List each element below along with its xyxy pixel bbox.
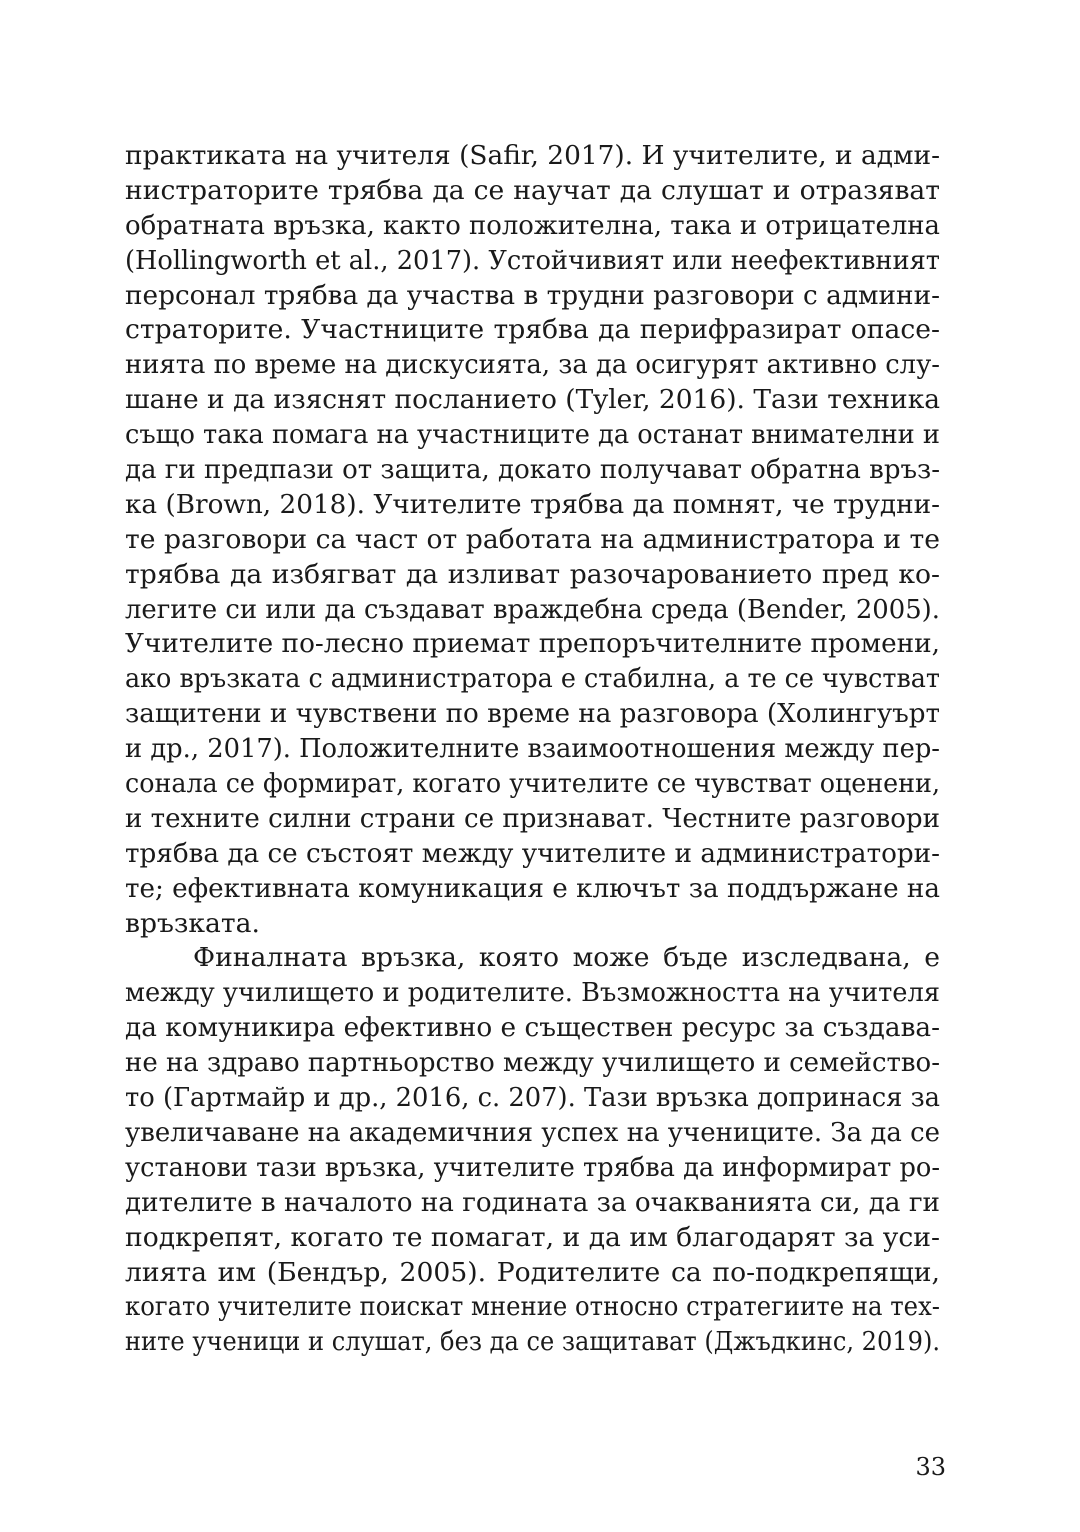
text-line: нията по време на дискусията, за да осигурят активно слу-	[125, 349, 940, 381]
paragraph-1	[125, 139, 940, 941]
text-line: шане и да изяснят посланието (Tyler, 2016). Тази техника	[125, 384, 940, 416]
text-line: лията им (Бендър, 2005). Родителите са по-подкрепящи,	[125, 1256, 940, 1288]
text-line: между училището и родителите. Възможността на учителя	[125, 977, 940, 1009]
text-line: когато учителите поискат мнение относно стратегиите на тех-	[125, 1291, 940, 1323]
text-line: връзката.	[125, 907, 260, 939]
text-line: увеличаване на академичния успех на учениците. За да се	[125, 1116, 940, 1148]
text-line: и др., 2017). Положителните взаимоотношения между пер-	[125, 733, 940, 765]
text-line: те; ефективната комуникация е ключът за поддържане на	[125, 872, 940, 904]
text-line: подкрепят, когато те помагат, и да им благодарят за уси-	[125, 1221, 940, 1253]
text-line: също така помага на участниците да останат внимателни и	[125, 419, 940, 451]
paragraph-2	[125, 941, 940, 1360]
text-line: ните ученици и слушат, без да се защитават (Джъдкинс, 2019).	[125, 1326, 940, 1358]
text-line: персонал трябва да участва в трудни разговори с админи-	[125, 279, 940, 311]
text-line: и техните силни страни се признават. Честните разговори	[125, 802, 940, 834]
text-line: Финалната връзка, която може бъде изследвана, е	[193, 942, 940, 974]
text-line: сонала се формират, когато учителите се чувстват оценени,	[125, 768, 940, 800]
text-line: дителите в началото на годината за очакванията си, да ги	[125, 1186, 940, 1218]
text-line: (Hollingworth et al., 2017). Устойчивият или неефективният	[125, 244, 940, 276]
text-line: то (Гартмайр и др., 2016, с. 207). Тази връзка допринася за	[125, 1082, 940, 1114]
text-line: да ги предпази от защита, докато получават обратна връз-	[125, 454, 940, 486]
text-line: трябва да избягват да изливат разочарованието пред ко-	[125, 558, 940, 590]
text-line: те разговори са част от работата на администратора и те	[125, 523, 940, 555]
text-line: нистраторите трябва да се научат да слушат и отразяват	[125, 174, 940, 206]
text-line: практиката на учителя (Safir, 2017). И учителите, и адми-	[125, 140, 940, 171]
text-line: ка (Brown, 2018). Учителите трябва да помнят, че трудни-	[125, 488, 940, 520]
text-line: не на здраво партньорство между училището и семейство-	[125, 1047, 940, 1079]
text-line: легите си или да създават враждебна среда (Bender, 2005).	[125, 593, 940, 625]
text-line: установи тази връзка, учителите трябва да информират ро-	[125, 1151, 940, 1183]
text-line: ако връзката с администратора е стабилна, а те се чувстват	[125, 663, 940, 695]
body-text	[125, 139, 940, 1360]
text-line: трябва да се състоят между учителите и администратори-	[125, 837, 940, 869]
text-line: Учителите по-лесно приемат препоръчителните промени,	[125, 628, 940, 660]
text-line: страторите. Участниците трябва да перифразират опасе-	[125, 314, 940, 346]
text-line: защитени и чувствени по време на разговора (Холингуърт	[125, 698, 940, 730]
page-number: 33	[915, 1453, 946, 1481]
text-line: обратната връзка, както положителна, така и отрицателна	[125, 209, 940, 241]
text-line: да комуникира ефективно е съществен ресурс за създава-	[125, 1012, 940, 1044]
